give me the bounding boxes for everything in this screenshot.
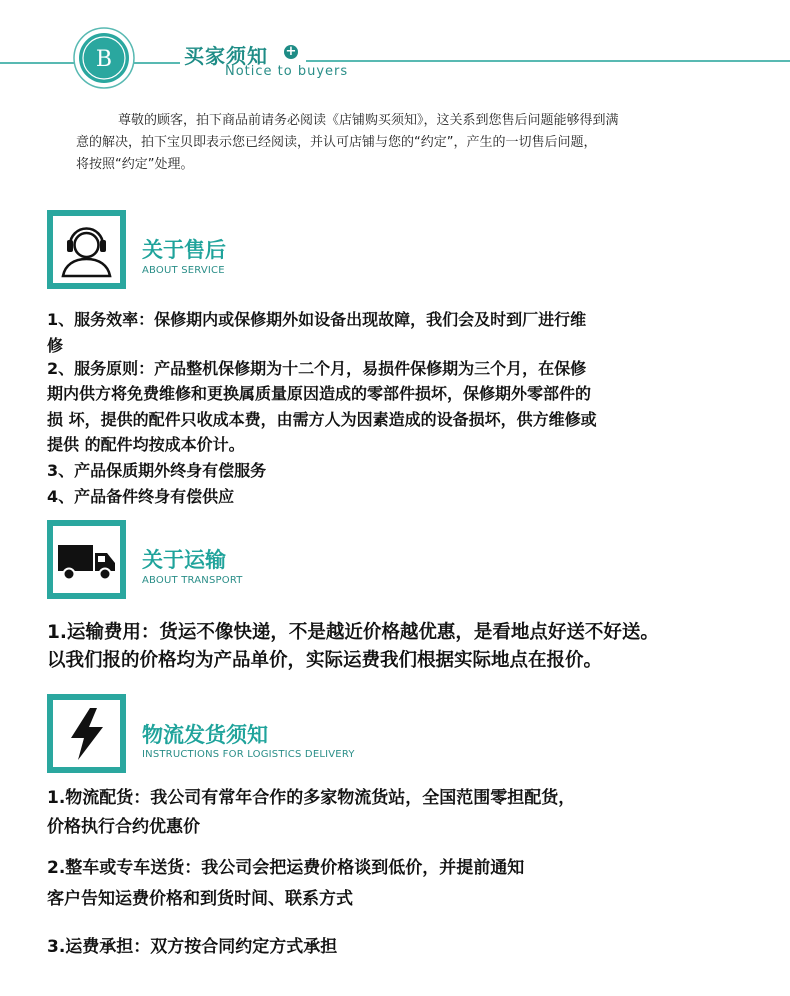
service-line: 3、产品保质期外终身有偿服务	[47, 461, 267, 480]
logistics-icon-box	[47, 694, 126, 773]
intro-line: 尊敬的顾客，拍下商品前请务必阅读《店铺购买须知》，这关系到您售后问题能够得到满	[118, 113, 619, 128]
brand-badge	[73, 27, 135, 89]
transport-line: 以我们报的价格均为产品单价，实际运费我们根据实际地点在报价。	[47, 650, 603, 671]
intro-paragraph	[76, 110, 726, 176]
service-title: 关于售后	[142, 238, 226, 262]
logistics-line: 3.运费承担：双方按合同约定方式承担	[47, 937, 338, 957]
service-line: 1、服务效率：保修期内或保修期外如设备出现故障，我们会及时到厂进行维	[47, 310, 587, 329]
service-subtitle: ABOUT SERVICE	[142, 265, 225, 276]
transport-subtitle: ABOUT TRANSPORT	[142, 575, 243, 586]
lightning-icon	[47, 694, 126, 773]
logistics-line: 1.物流配货：我公司有常年合作的多家物流货站，全国范围零担配货，	[47, 788, 576, 808]
service-icon-box	[47, 210, 126, 289]
badge-circle-icon	[73, 27, 135, 89]
header-rule-left	[0, 62, 78, 64]
header-rule-mid	[134, 62, 180, 64]
service-line: 4、产品备件终身有偿供应	[47, 487, 235, 506]
transport-icon-box	[47, 520, 126, 599]
page-subtitle: Notice to buyers	[225, 64, 349, 79]
service-line: 期内供方将免费维修和更换属质量原因造成的零部件损坏，保修期外零部件的	[47, 384, 592, 403]
logistics-line: 价格执行合约优惠价	[47, 817, 200, 837]
logistics-line: 2.整车或专车送货：我公司会把运费价格谈到低价，并提前通知	[47, 858, 525, 878]
headset-person-icon	[47, 210, 126, 289]
logistics-title: 物流发货须知	[142, 723, 268, 747]
plus-icon: +	[285, 44, 297, 59]
service-line: 提供 的配件均按成本价计。	[47, 435, 245, 454]
intro-line: 将按照“约定”处理。	[76, 157, 194, 172]
page-title: 买家须知	[184, 44, 268, 68]
truck-icon	[47, 520, 126, 599]
logistics-subtitle: INSTRUCTIONS FOR LOGISTICS DELIVERY	[142, 749, 355, 760]
transport-title: 关于运输	[142, 548, 226, 572]
transport-line: 1.运输费用：货运不像快递，不是越近价格越优惠，是看地点好送不好送。	[47, 622, 659, 643]
service-line: 损 坏，提供的配件只收成本费，由需方人为因素造成的设备损坏，供方维修或	[47, 410, 597, 429]
service-line: 修	[47, 336, 64, 355]
badge-letter: B	[95, 47, 113, 72]
header-rule-right	[306, 60, 790, 62]
service-line: 2、服务原则：产品整机保修期为十二个月，易损件保修期为三个月，在保修	[47, 359, 587, 378]
intro-line: 意的解决，拍下宝贝即表示您已经阅读，并认可店铺与您的“约定”，产生的一切售后问题，	[76, 135, 597, 150]
logistics-line: 客户告知运费价格和到货时间、联系方式	[47, 889, 353, 909]
